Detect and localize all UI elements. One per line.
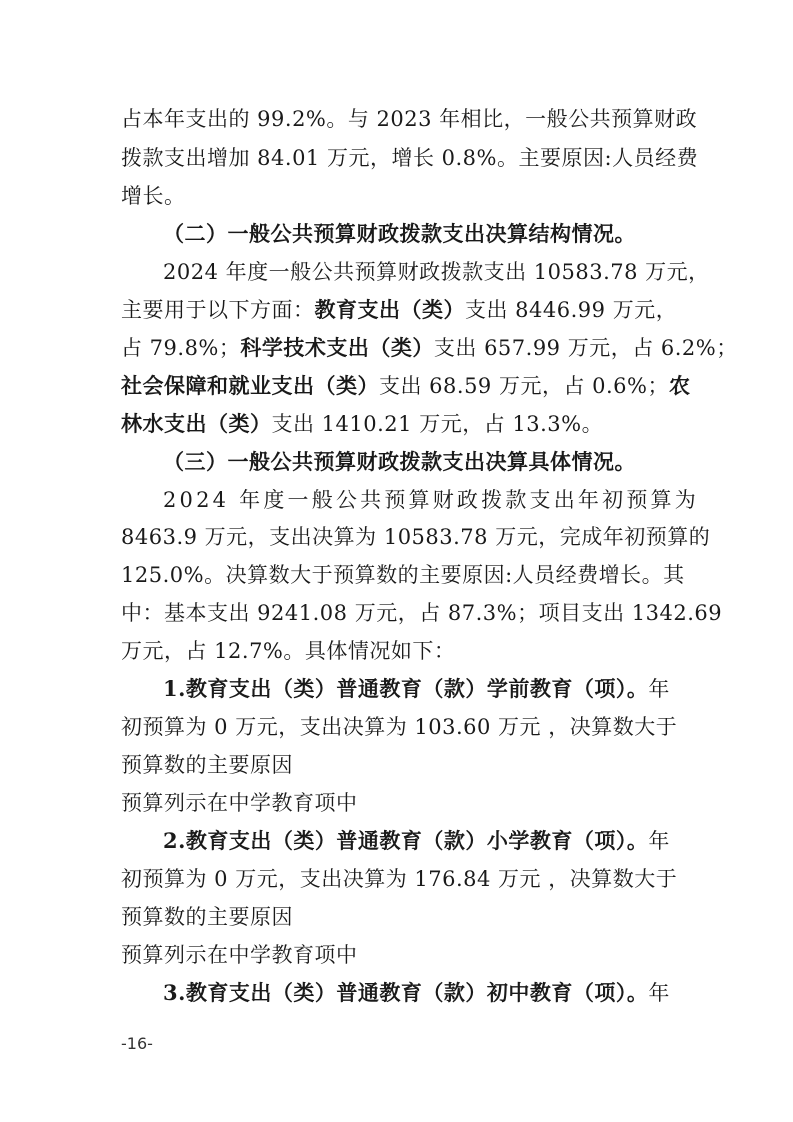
text-span: 2024 年度一般公共预算财政拨款支出 10583.78 万元，: [163, 260, 710, 284]
text-span: 中：基本支出 9241.08 万元，占 87.3%；项目支出 1342.69: [121, 601, 723, 625]
text-span: 年: [648, 677, 670, 701]
item-2-title: [163, 826, 723, 856]
text-span: 支出 8446.99 万元，: [465, 298, 678, 322]
text-span: 预算列示在中学教育项中: [121, 791, 358, 815]
body-text-line: [121, 295, 681, 325]
text-span: 主要用于以下方面：: [121, 298, 315, 322]
text-span: 8463.9 万元，支出决算为 10583.78 万元，完成年初预算的: [121, 525, 711, 549]
text-span: 占 79.8%；: [121, 336, 241, 360]
bold-category: 农: [669, 373, 691, 398]
body-text-line: [121, 143, 699, 173]
body-text-line: [121, 864, 681, 894]
text-span: 占本年支出的 99.2%。与 2023 年相比，一般公共预算财政: [121, 107, 698, 131]
text-span: 万元，占 12.7%。具体情况如下：: [121, 639, 456, 663]
bold-category: 社会保障和就业支出（类）: [121, 373, 379, 398]
body-text-line: [121, 181, 681, 211]
body-text-line: [121, 333, 738, 363]
text-span: 预算数的主要原因: [121, 753, 293, 777]
body-text-line: [121, 902, 681, 932]
text-span: 支出 68.59 万元，占 0.6%；: [379, 374, 669, 398]
body-text-line: [121, 788, 681, 818]
body-text-line: [121, 712, 681, 742]
body-text-line: [121, 104, 698, 134]
body-text-line: [121, 522, 711, 552]
item-title-text: 1.教育支出（类）普通教育（款）学前教育（项）。: [163, 676, 649, 701]
body-text-line: [121, 636, 681, 666]
text-span: 125.0%。决算数大于预算数的主要原因:人员经费增长。其: [121, 563, 685, 587]
item-title-text: 2.教育支出（类）普通教育（款）小学教育（项）。: [163, 828, 649, 853]
item-1-title: [163, 674, 723, 704]
body-text-line: [163, 485, 723, 515]
bold-category: 科学技术支出（类）: [240, 335, 434, 360]
body-text-line: [121, 598, 723, 628]
item-title-text: 3.教育支出（类）普通教育（款）初中教育（项）。: [163, 980, 649, 1005]
body-text-line: [163, 257, 723, 287]
text-span: 年: [648, 829, 670, 853]
body-text-line: [121, 940, 681, 970]
heading-text: （三）一般公共预算财政拨款支出决算具体情况。: [163, 449, 636, 474]
text-span: 初预算为 0 万元，支出决算为 176.84 万元 ，决算数大于: [121, 867, 678, 891]
bold-category: 林水支出（类）: [121, 411, 272, 436]
text-span: 拨款支出增加 84.01 万元，增长 0.8%。主要原因:人员经费: [121, 146, 699, 170]
text-span: 支出 657.99 万元，占 6.2%；: [433, 336, 738, 360]
bold-category: 教育支出（类）: [314, 297, 465, 322]
text-span: 预算列示在中学教育项中: [121, 943, 358, 967]
body-text-line: [121, 409, 681, 439]
section-heading-3: [163, 447, 723, 477]
body-text-line: [121, 371, 691, 401]
text-span: 初预算为 0 万元，支出决算为 103.60 万元 ，决算数大于: [121, 715, 678, 739]
text-span: 支出 1410.21 万元，占 13.3%。: [271, 412, 604, 436]
body-text-line: [121, 560, 685, 590]
text-span: 2024 年度一般公共预算财政拨款支出年初预算为: [163, 488, 699, 512]
text-span: 预算数的主要原因: [121, 905, 293, 929]
text-span: 增长。: [121, 184, 186, 208]
heading-text: （二）一般公共预算财政拨款支出决算结构情况。: [163, 221, 636, 246]
body-text-line: [121, 750, 681, 780]
text-span: 年: [648, 981, 670, 1005]
item-3-title: [163, 978, 723, 1008]
section-heading-2: [163, 219, 723, 249]
page-number: -16-: [121, 1034, 153, 1053]
